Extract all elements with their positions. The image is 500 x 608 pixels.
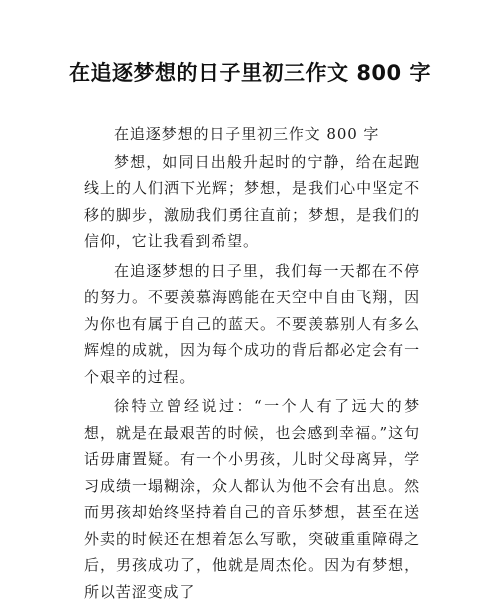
paragraph-heading: 在追逐梦想的日子里初三作文 800 字 <box>114 125 380 143</box>
paragraph: 在追逐梦想的日子里，我们每一天都在不停的努力。不要羡慕海鸥能在天空中自由飞翔，因为你也有属于自己的蓝天。不要羡慕别人有多么辉煌的成就，因为每个成功的背后都必定会有一个艰辛的过程。 <box>84 261 420 386</box>
document-body <box>84 121 420 608</box>
paragraph: 徐特立曾经说过：“一个人有了远大的梦想，就是在最艰苦的时候，也会感到幸福。”这句话毋庸置疑。有一个小男孩，儿时父母离异，学习成绩一塌糊涂，众人都认为他不会有出息。然而男孩却始终坚持着自己的音乐梦想，甚至在送外卖的时候还在想着怎么写歌，突破重重障碍之后，男孩成功了，他就是周杰伦。因为有梦想，所以苦涩变成了 <box>84 397 420 601</box>
document-title: 在追逐梦想的日子里初三作文 800 字 <box>69 61 431 85</box>
paragraph: 梦想，如同日出般升起时的宁静，给在起跑线上的人们洒下光辉；梦想，是我们心中坚定不移的脚步，激励我们勇往直前；梦想，是我们的信仰，它让我看到希望。 <box>84 152 420 250</box>
